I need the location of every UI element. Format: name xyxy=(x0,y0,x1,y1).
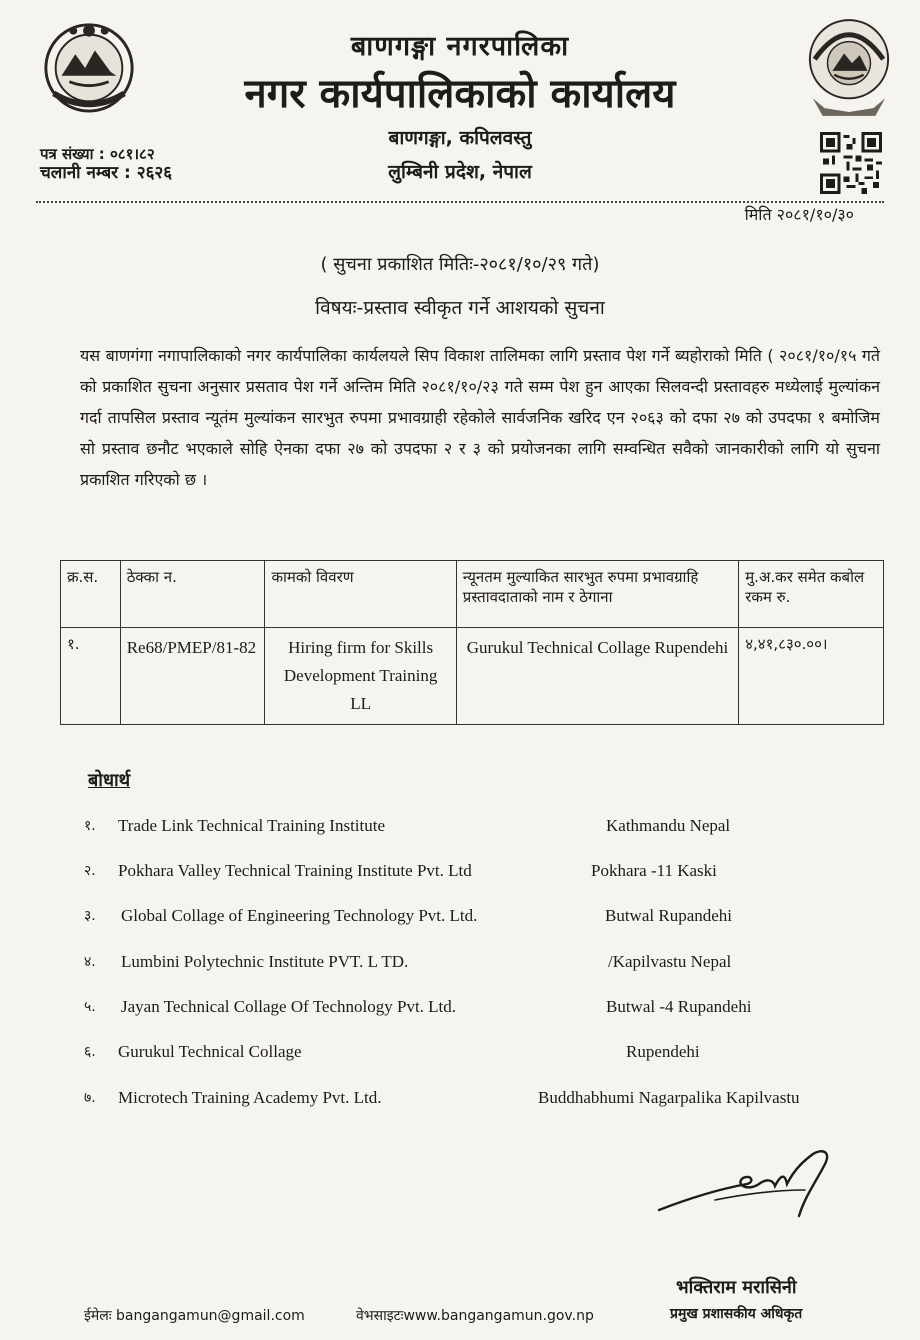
email-label: ईमेलः xyxy=(84,1308,112,1324)
office-name: नगर कार्यपालिकाको कार्यालय xyxy=(244,71,676,117)
province-name: लुम्बिनी प्रदेश, नेपाल xyxy=(388,161,532,183)
dispatch-number: चलानी नम्बर : २६२६ xyxy=(40,163,173,183)
cell-bidder: Gurukul Technical Collage Rupendehi xyxy=(456,628,738,725)
list-item-number: ६. xyxy=(84,1044,96,1060)
list-item xyxy=(0,906,920,936)
list-item-number: २. xyxy=(84,863,96,879)
table-header-row xyxy=(61,561,884,628)
cell-contract-no: Re68/PMEP/81-82 xyxy=(120,628,265,725)
list-item-location: Kathmandu Nepal xyxy=(606,816,731,835)
list-item xyxy=(0,952,920,982)
header-contract-no: ठेक्का न. xyxy=(120,561,265,628)
list-item-number: ७. xyxy=(84,1090,96,1106)
signatory-name: भक्तिराम मरासिनी xyxy=(676,1277,797,1298)
header-description: कामको विवरण xyxy=(265,561,456,628)
list-item-number: १. xyxy=(84,818,96,834)
list-item-name: Trade Link Technical Training Institute xyxy=(118,816,386,835)
letter-number: पत्र संख्या : ०८१।८२ xyxy=(40,145,155,163)
cell-amount: ४,४१,८३०.००। xyxy=(739,628,884,725)
email-address: bangangamun@gmail.com xyxy=(116,1308,305,1324)
list-item-location: Butwal -4 Rupandehi xyxy=(606,997,752,1016)
table-row xyxy=(61,628,884,725)
list-item-location: Butwal Rupandehi xyxy=(605,906,733,925)
header-serial: क्र.स. xyxy=(61,561,121,628)
list-item xyxy=(0,861,920,891)
published-date: ( सुचना प्रकाशित मितिः-२०८१/१०/२९ गते) xyxy=(320,254,600,275)
municipality-name: बाणगङ्गा नगरपालिका xyxy=(350,31,570,62)
list-item-name: Lumbini Polytechnic Institute PVT. L TD. xyxy=(121,952,409,971)
signatory-title: प्रमुख प्रशासकीय अधिकृत xyxy=(670,1306,803,1322)
list-item-name: Gurukul Technical Collage xyxy=(118,1042,302,1061)
footer-website xyxy=(356,1306,594,1325)
header-bidder: न्यूनतम मुल्याकित सारभुत रुपमा प्रभावग्राहि प्रस्तावदाताको नाम र ठेगाना xyxy=(456,561,738,628)
list-item-number: ५. xyxy=(84,999,96,1015)
list-item-name: Global Collage of Engineering Technology Pvt. Ltd. xyxy=(121,906,478,925)
cell-serial: १. xyxy=(61,628,121,725)
office-location: बाणगङ्गा, कपिलवस्तु xyxy=(388,127,532,149)
cc-title: बोधार्थ xyxy=(88,770,131,791)
list-item-location: /Kapilvastu Nepal xyxy=(608,952,732,971)
list-item xyxy=(0,1042,920,1072)
list-item-name: Pokhara Valley Technical Training Institute Pvt. Ltd xyxy=(118,861,472,880)
website-label: वेभसाइटः xyxy=(356,1308,404,1324)
signature-icon xyxy=(655,1140,835,1230)
list-item-name: Microtech Training Academy Pvt. Ltd. xyxy=(118,1088,382,1107)
notice-body: यस बाणगंगा नगापालिकाको नगर कार्यपालिका कार्यलयले सिप विकाश तालिमका लागि प्रस्ताव पेश गर्ने ब्यहोराको मिति ( २०८१/१०/१५ गते को प्रकाशित सुचना अनुसार प्रसताव पेश गर्ने अन्तिम मिति २०८१/१०/२३ गते सम्म पेश हुन आएका सिलवन्दी प्रस्तावहरु मध्येलाई मुल्यांकन गर्दा तापसिल प्रस्ताव न्यूतंम मुल्यांकन सारभुत रुपमा प्रभावग्राही रहेकोले सार्वजनिक खरिद एन २०६३ को दफा २७ को उपदफा १ बमोजिम सो प्रस्ताव छनौट भएकाले सोहि ऐनका दफा २७ को उपदफा २ र ३ को प्रयोजनका लागि सम्वन्धित सवैको जानकारीको लागि यो सुचना प्रकाशित गरिएको छ । xyxy=(80,346,880,489)
footer-email xyxy=(84,1306,305,1325)
notice-subject: विषयः-प्रस्ताव स्वीकृत गर्ने आशयको सुचना xyxy=(315,297,605,319)
list-item xyxy=(0,816,920,846)
header-amount: मु.अ.कर समेत कबोल रकम रु. xyxy=(739,561,884,628)
letter-date: मिति २०८१/१०/३० xyxy=(744,205,854,224)
list-item-location: Rupendehi xyxy=(626,1042,700,1061)
list-item xyxy=(0,997,920,1027)
list-item-location: Buddhabhumi Nagarpalika Kapilvastu xyxy=(538,1088,800,1107)
bid-table xyxy=(60,560,884,725)
list-item-number: ४. xyxy=(84,954,96,970)
list-item-number: ३. xyxy=(84,908,96,924)
list-item-name: Jayan Technical Collage Of Technology Pvt. Ltd. xyxy=(121,997,457,1016)
list-item-location: Pokhara -11 Kaski xyxy=(591,861,717,880)
list-item xyxy=(0,1088,920,1118)
website-address: www.bangangamun.gov.np xyxy=(403,1308,594,1324)
cell-description: Hiring firm for Skills Development Training LL xyxy=(265,628,456,725)
